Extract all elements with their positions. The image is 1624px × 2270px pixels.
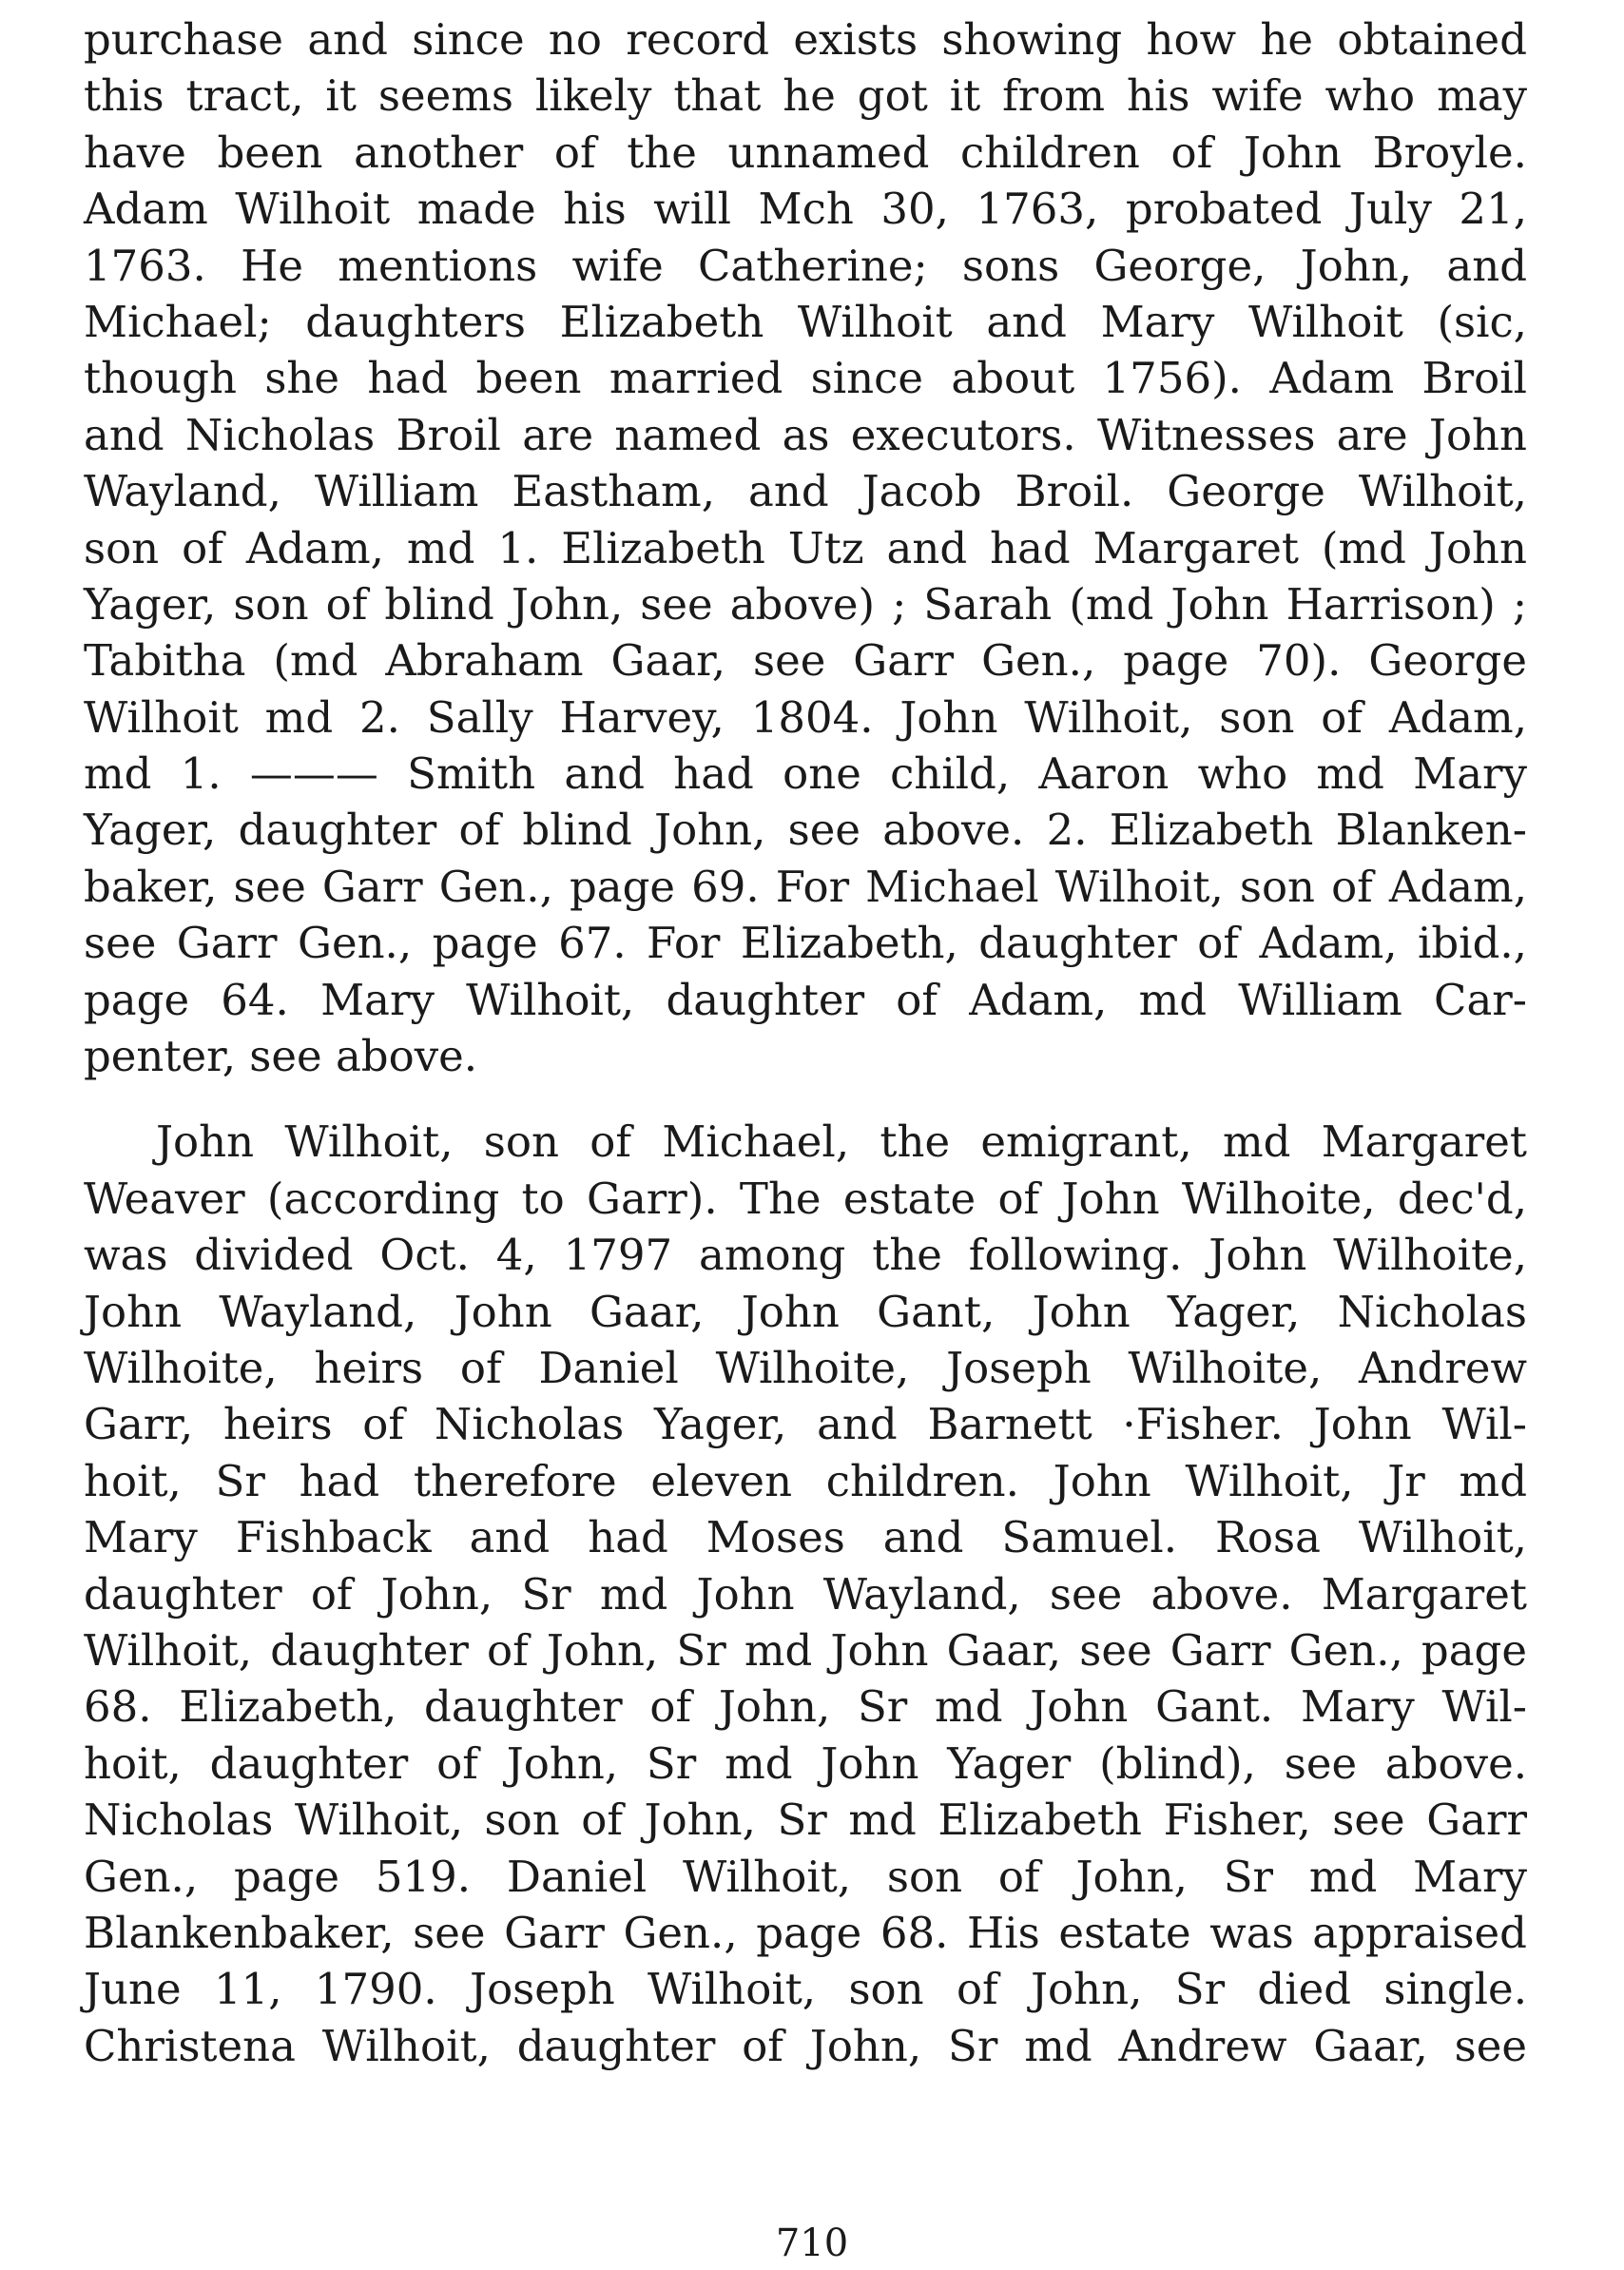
text-line: baker, see Garr Gen., page 69. For Michael Wilhoit, son of Adam, (84, 861, 1527, 912)
body-text (84, 11, 1527, 2074)
text-line: Gen., page 519. Daniel Wilhoit, son of John, Sr md Mary (84, 1851, 1527, 1902)
paragraph-spacer (84, 1084, 1527, 1114)
text-line: though she had been married since about 1756). Adam Broil (84, 353, 1527, 404)
text-line: John Wayland, John Gaar, John Gant, John Yager, Nicholas (84, 1286, 1527, 1337)
text-line: Wayland, William Eastham, and Jacob Broil. George Wilhoit, (84, 466, 1527, 517)
text-line: son of Adam, md 1. Elizabeth Utz and had Margaret (md John (84, 522, 1527, 573)
text-line: 68. Elizabeth, daughter of John, Sr md John Gant. Mary Wil- (84, 1681, 1527, 1733)
text-line: Mary Fishback and had Moses and Samuel. Rosa Wilhoit, (84, 1512, 1527, 1563)
text-line: page 64. Mary Wilhoit, daughter of Adam, md William Car- (84, 974, 1527, 1025)
paragraph-1 (84, 11, 1527, 1084)
text-line: Weaver (according to Garr). The estate of John Wilhoite, dec'd, (84, 1173, 1527, 1224)
paragraph-2 (84, 1114, 1527, 2074)
text-line: Blankenbaker, see Garr Gen., page 68. His estate was appraised (84, 1907, 1527, 1958)
text-line: Nicholas Wilhoit, son of John, Sr md Elizabeth Fisher, see Garr (84, 1795, 1527, 1846)
text-line: this tract, it seems likely that he got it from his wife who may (84, 70, 1527, 122)
text-line: Wilhoite, heirs of Daniel Wilhoite, Joseph Wilhoite, Andrew (84, 1342, 1527, 1393)
text-line: daughter of John, Sr md John Wayland, see above. Margaret (84, 1568, 1527, 1620)
text-line: penter, see above. (84, 1031, 478, 1082)
text-line: Wilhoit md 2. Sally Harvey, 1804. John Wilhoit, son of Adam, (84, 691, 1527, 743)
page-number: 710 (775, 2221, 849, 2265)
text-line: hoit, Sr had therefore eleven children. John Wilhoit, Jr md (84, 1455, 1527, 1506)
text-line: Tabitha (md Abraham Gaar, see Garr Gen., page 70). George (84, 635, 1527, 687)
text-line: 1763. He mentions wife Catherine; sons George, John, and (84, 240, 1527, 291)
text-line: Wilhoit, daughter of John, Sr md John Gaar, see Garr Gen., page (84, 1624, 1527, 1676)
text-line: hoit, daughter of John, Sr md John Yager (blind), see above. (84, 1737, 1527, 1789)
text-line: Christena Wilhoit, daughter of John, Sr md Andrew Gaar, see (84, 2020, 1527, 2071)
text-line: Michael; daughters Elizabeth Wilhoit and Mary Wilhoit (sic, (84, 296, 1527, 347)
text-line: md 1. ——— Smith and had one child, Aaron who md Mary (84, 748, 1527, 800)
text-line: Adam Wilhoit made his will Mch 30, 1763, probated July 21, (84, 184, 1527, 235)
text-line: have been another of the unnamed children of John Broyle. (84, 126, 1527, 178)
text-line: Yager, son of blind John, see above) ; Sarah (md John Harrison) ; (84, 578, 1527, 630)
text-line: and Nicholas Broil are named as executors. Witnesses are John (84, 409, 1527, 460)
text-line: John Wilhoit, son of Michael, the emigrant, md Margaret (156, 1116, 1527, 1168)
text-line: see Garr Gen., page 67. For Elizabeth, daughter of Adam, ibid., (84, 918, 1527, 969)
text-line: was divided Oct. 4, 1797 among the following. John Wilhoite, (84, 1230, 1527, 1281)
text-line: Garr, heirs of Nicholas Yager, and Barnett ·Fisher. John Wil- (84, 1399, 1527, 1450)
text-line: Yager, daughter of blind John, see above. 2. Elizabeth Blanken- (84, 805, 1527, 856)
text-line: June 11, 1790. Joseph Wilhoit, son of John, Sr died single. (84, 1964, 1527, 2015)
text-line: purchase and since no record exists showing how he obtained (84, 14, 1527, 65)
